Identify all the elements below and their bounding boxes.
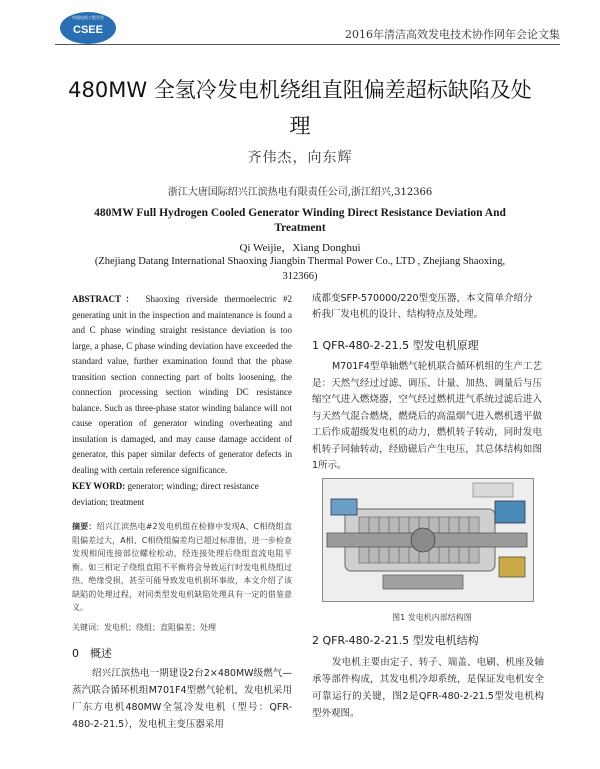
paper-title-en: 480MW Full Hydrogen Cooled Generator Winding Direct Resistance Deviation And Treatment (94, 207, 506, 234)
abstract-cn (72, 520, 292, 615)
conference-header: 2016年清洁高效发电技术协作网年会论文集 (345, 28, 560, 41)
affiliation-cn: 浙江大唐国际绍兴江滨热电有限责任公司,浙江绍兴,312366 (167, 187, 433, 198)
section1-body: M701F4型单轴燃气轮机联合循环机组的生产工艺是：天然气经过过滤、调压、计量、加热、调量后与压缩空气进入燃烧器，空气经过燃机进气系统过滤后进入与天然气混合燃烧，燃烧后的高温烟气进入燃机透平做工后作成超级发电机的动力，燃机转子转动，同时发电机转子同轴转动，经励磁后产生电压，其总体结构如图1所示。 (312, 361, 542, 471)
generator-diagram (323, 479, 533, 601)
keywords-en-label: KEY WORD: (72, 481, 126, 491)
authors-cn: 齐伟杰，向东辉 (247, 150, 353, 166)
csee-logo (60, 12, 116, 44)
keywords-cn-text: 发电机；绕组；直阻偏差；处理 (104, 622, 216, 632)
affiliation-en: (Zhejiang Datang International Shaoxing Jiangbin Thermal Power Co., LTD , Zhejiang Shaoxing, 312366) (94, 256, 506, 282)
abstract-en-text: Shaoxing riverside thermoelectric #2 generating unit in the inspection and maintenance is found a and C phase winding straight resistance deviation is too large, a phase, C phase winding deviation have exceeded the standard value, further examination found that the phase transition section connecting part of bolts loosening, the connection processing section winding DC resistance balance. Such as three-phase stator winding balance will not cause operation of generator winding overheating and insulation is damaged, and may cause damage accident of generator, this paper similar defects of generator defects in dealing with certain reference significance. (72, 294, 292, 475)
right-column (312, 291, 542, 475)
generator-structure-figure (322, 478, 534, 602)
logo-top-text: 中国电机工程学会 (72, 15, 104, 20)
keywords-cn-label: 关键词： (72, 622, 104, 632)
section2-heading: 2 QFR-480-2-21.5 型发电机结构 (312, 634, 479, 647)
right-intro-text: 成都变SFP-570000/220型变压器，本文简单介绍分析我厂发电机的设计、结构特点及处理。 (312, 293, 533, 320)
keywords-cn (72, 621, 292, 635)
section0-heading: 0 概述 (72, 646, 112, 660)
abstract-cn-label: 摘要： (72, 522, 97, 531)
figure1-caption: 图1 发电机内部结构图 (392, 613, 472, 622)
left-column (72, 292, 292, 733)
abstract-en-label: ABSTRACT： (72, 294, 139, 304)
section0-body: 绍兴江滨热电一期建设2台2×480MW级燃气—蒸汽联合循环机组M701F4型燃气轮机，发电机采用厂东方电机480MW全氢冷发电机（型号：QFR-480-2-21.5），发电机主变压器采用 (72, 667, 292, 730)
section1-heading: 1 QFR-480-2-21.5 型发电机原理 (312, 339, 479, 352)
abstract-cn-text: 绍兴江滨热电#2发电机组在检修中发现A、C相绕组直阻偏差过大，A相、C相绕组偏差均已超过标准值，进一步检查发现相间连接部位螺栓松动，经连接处理后绕组直流电阻平衡。如三相定子绕组直阻不平衡将会导致运行时发电机绕组过热、绝缘受损，甚至可能导致发电机损坏事故，本文介绍了该缺陷的处理过程，对同类型发电机缺陷处理具有一定的借鉴意义。 (72, 522, 292, 612)
keywords-en-text: generator; winding; direct resistance deviation; treatment (72, 481, 259, 507)
authors-en: Qi Weijie，Xiang Donghui (239, 242, 361, 254)
section2-body: 发电机主要由定子、转子、端盖、电刷、机座及轴承等部件构成，其发电机冷却系统，是保证发电机安全可靠运行的关键，图2是QFR-480-2-21.5型发电机构型外观图。 (312, 657, 544, 719)
abstract-en (72, 292, 292, 478)
header-rule (55, 44, 560, 45)
paper-title-cn: 480MW 全氢冷发电机绕组直阻偏差超标缺陷及处理 (68, 78, 532, 138)
logo-mark: CSEE (73, 24, 103, 36)
keywords-en (72, 479, 292, 510)
